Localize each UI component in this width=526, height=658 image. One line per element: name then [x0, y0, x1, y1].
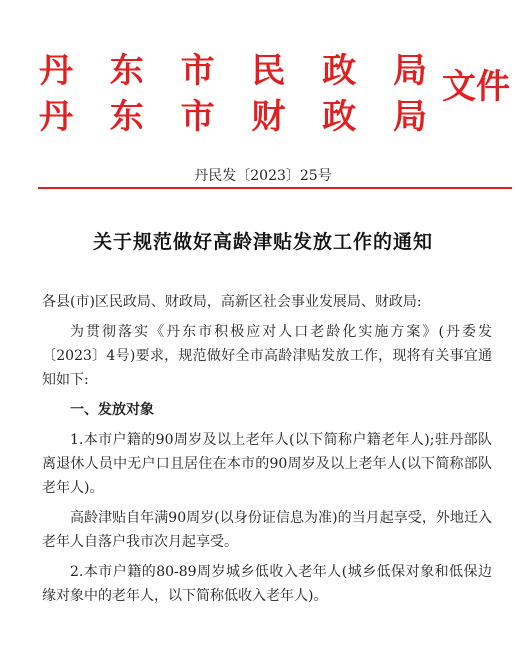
issuer-char: 丹	[39, 97, 73, 137]
issuer-char: 局	[392, 51, 427, 91]
issuer-block	[38, 48, 428, 140]
issuer-char: 丹	[39, 51, 73, 91]
issuer-char: 市	[180, 97, 215, 137]
issuer-char: 东	[109, 51, 144, 91]
item-1-paragraph: 1.本市户籍的90周岁及以上老年人(以下简称户籍老年人);驻丹部队离退休人员中无户口且居住在本市的90周岁及以上老年人(以下简称部队老年人)。	[42, 432, 492, 496]
issuer-line-finance	[38, 94, 428, 140]
issuer-char: 财	[251, 97, 286, 137]
issuer-char: 政	[322, 97, 357, 137]
red-separator-line	[38, 187, 512, 189]
item-2-paragraph: 2.本市户籍的80-89周岁城乡低收入老年人(城乡低保对象和低保边缘对象中的老年人，以下简称低收入老年人)。	[42, 564, 492, 604]
intro-paragraph: 为贯彻落实《丹东市积极应对人口老龄化实施方案》(丹委发〔2023〕4号)要求，规范做好全市高龄津贴发放工作，现将有关事宜通知如下:	[42, 324, 492, 388]
issuer-char: 局	[392, 97, 427, 137]
item-1-note-paragraph: 高龄津贴自年满90周岁(以身份证信息为准)的当月起享受，外地迁入老年人自落户我市次月起享受。	[42, 510, 492, 550]
document-word: 文件	[442, 67, 510, 107]
notice-body	[42, 290, 492, 608]
section-heading: 一、发放对象	[70, 402, 154, 418]
document-number: 丹民发〔2023〕25号	[194, 168, 332, 184]
issuer-char: 民	[251, 51, 286, 91]
issuer-char: 政	[322, 51, 357, 91]
issuer-char: 市	[180, 51, 215, 91]
issuer-line-civil-affairs	[38, 48, 428, 94]
addressee-line: 各县(市)区民政局、财政局，高新区社会事业发展局、财政局:	[42, 294, 422, 310]
notice-title: 关于规范做好高龄津贴发放工作的通知	[92, 231, 433, 253]
issuer-char: 东	[109, 97, 144, 137]
